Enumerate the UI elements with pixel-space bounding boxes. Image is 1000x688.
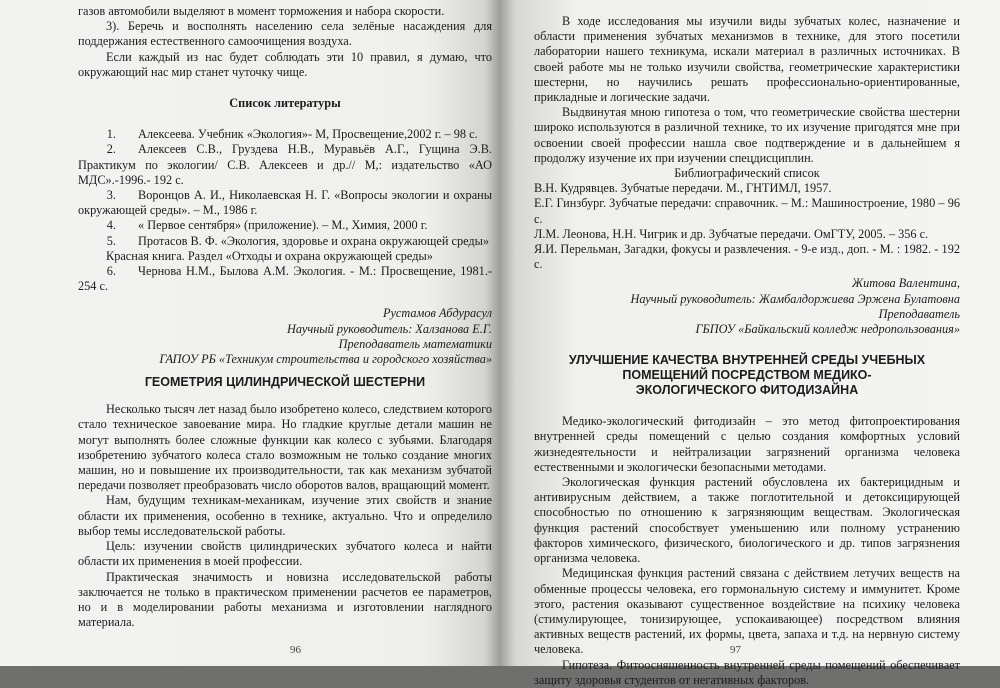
article-paragraph: Медицинская функция растений связана с действием летучих веществ на обменные процессы человека, его гормональную систему и иммунитет. Кроме этого, растения оказывают существенное воздействие на психику человека (стимулирующее, тонизирующее, успокаивающее) посредством влияния активных веществ растений, их формы, цвета, запаха и т.д. на нервную систему человека.	[534, 566, 960, 657]
bibliography-item: В.Н. Кудрявцев. Зубчатые передачи. М., ГНТИМЛ, 1957.	[534, 181, 832, 196]
left-page	[0, 0, 500, 666]
reference-item: 2. Алексеев С.В., Груздева Н.В., Муравьёв А.Г., Гущина Э.В. Практикум по экологии/ С.В. Алексеев и др.// М,: издательство «АО МДС».-1996.- 192 с.	[78, 142, 492, 187]
intro-line-1: газов автомобили выделяют в момент торможения и набора скорости.	[78, 4, 445, 18]
references-heading: Список литературы	[229, 96, 341, 111]
supervisor-position: Преподаватель	[878, 306, 960, 321]
institution: ГАПОУ РБ «Техникум строительства и городского хозяйства»	[159, 352, 492, 367]
bibliography-heading: Библиографический список	[674, 166, 820, 181]
reference-item: 5. Протасов В. Ф. «Экология, здоровье и охрана окружающей среды»	[106, 233, 490, 248]
intro-line-2: 3). Беречь и восполнять населению села зелёные насаждения для поддержания естественного самоочищения воздуха.	[78, 19, 492, 49]
article-paragraph: Несколько тысяч лет назад было изобретено колесо, следствием которого стало техническое завоевание мира. Но гладкие круглые детали машин не могут выполнять более сложные функции как колесо с зубьями. Благодаря изобретению зубчатого колеса стало возможным не только создание многих машин, но и повышение их производительности, так как механизм зубчатой передачи позволяет преобразовать число оборотов валов, вращающий момент.	[78, 402, 492, 493]
right-page	[500, 0, 1000, 687]
references-list	[78, 127, 492, 294]
article-title: УЛУЧШЕНИЕ КАЧЕСТВА ВНУТРЕННЕЙ СРЕДЫ УЧЕБНЫХ ПОМЕЩЕНИЙ ПОСРЕДСТВОМ МЕДИКО-ЭКОЛОГИЧЕСКОГО ФИТОДИЗАЙНА	[568, 353, 926, 398]
page-number: 97	[730, 644, 741, 656]
bibliography-item: Л.М. Леонова, Н.Н. Чигрик и др. Зубчатые передачи. ОмГТУ, 2005. – 356 с.	[534, 226, 929, 241]
bibliography-item: Е.Г. Гинзбург. Зубчатые передачи: справочник. – М.: Машиностроение, 1980 – 96 с.	[534, 196, 960, 226]
reference-item: 3. Воронцов А. И., Николаевская Н. Г. «Вопросы экологии и охраны окружающей среды». – М., 1986 г.	[78, 188, 492, 218]
red-book-reference: Красная книга. Раздел «Отходы и охрана окружающей среды»	[106, 248, 433, 263]
body-paragraph: В ходе исследования мы изучили виды зубчатых колес, назначение и области применения зубчатых механизмов в технике, для этого посетили лаборатории нашего техникума, искали материал в различных источниках. В своей работе мы не только изучили свойства, геометрические характеристики шестерни, но научились решать профессионально-ориентированные, прикладные и логические задачи.	[534, 14, 960, 105]
reference-item: 6. Чернова Н.М., Былова А.М. Экология. - М.: Просвещение, 1981.- 254 с.	[78, 264, 492, 294]
article-paragraph: Гипотеза. Фитоосняшенность внутренней среды помещений обеспечивает защиту здоровья студентов от негативных факторов.	[534, 657, 960, 687]
supervisor: Научный руководитель: Жамбалдоржиева Эржена Булатовна	[630, 291, 960, 306]
supervisor: Научный руководитель: Халзанова Е.Г.	[287, 321, 492, 336]
bibliography-item: Я.И. Перельман, Загадки, фокусы и развлечения. - 9-е изд., доп. - М. : 1982. - 192 с.	[534, 242, 960, 272]
author-name: Житова Валентина,	[851, 276, 960, 291]
article-paragraph: Медико-экологический фитодизайн – это метод фитопроектирования внутренней среды помещений с целью создания комфортных условий жизнедеятельности и нейтрализации загрязнений организма человека естественными и экологически безопасными методами.	[534, 414, 960, 474]
article-paragraph: Практическая значимость и новизна исследовательской работы заключается не только в практическом применении расчетов ее параметров, но и в моделировании работы механизма и изготовлении наглядного материала.	[78, 569, 492, 630]
article-paragraph: Экологическая функция растений обусловлена их бактерицидным и антивирусным действием, а также поглотительной и детоксицирующей способностью по отношению к загрязняющим веществам. Экологическая функция растений способствует уменьшению или полному устранению факторов химического, физического, биологического и др. типов загрязнения организма человека.	[534, 475, 960, 566]
article-paragraph: Нам, будущим техникам-механикам, изучение этих свойств и знание области их применения, особенно в технике, актуально. Что и определило выбор темы исследовательской работы.	[78, 493, 492, 538]
author-name: Рустамов Абдурасул	[382, 306, 492, 321]
body-paragraph: Выдвинутая мною гипотеза о том, что геометрические свойства шестерни широко используются в различной технике, то их изучение пригодятся мне при освоении своей профессии нашла свое подтверждение и в дальнейшем я продолжу изучение их при изучении спецдисциплин.	[534, 105, 960, 165]
reference-item: 1. Алексеева. Учебник «Экология»- М, Просвещение,2002 г. – 98 с.	[106, 127, 478, 142]
institution: ГБПОУ «Байкальский колледж недропользования»	[695, 322, 960, 337]
bibliography-list	[534, 181, 960, 272]
article-paragraph: Цель: изучении свойств цилиндрических зубчатого колеса и найти области их применения в моей профессии.	[78, 539, 492, 569]
page-number: 96	[290, 644, 301, 656]
article-title: ГЕОМЕТРИЯ ЦИЛИНДРИЧЕСКОЙ ШЕСТЕРНИ	[144, 375, 426, 390]
supervisor-position: Преподаватель математики	[338, 336, 492, 351]
reference-item: 4. « Первое сентября» (приложение). – М., Химия, 2000 г.	[106, 218, 428, 233]
intro-line-3: Если каждый из нас будет соблюдать эти 10 правил, я думаю, что окружающий нас мир станет чуточку чище.	[78, 49, 492, 79]
